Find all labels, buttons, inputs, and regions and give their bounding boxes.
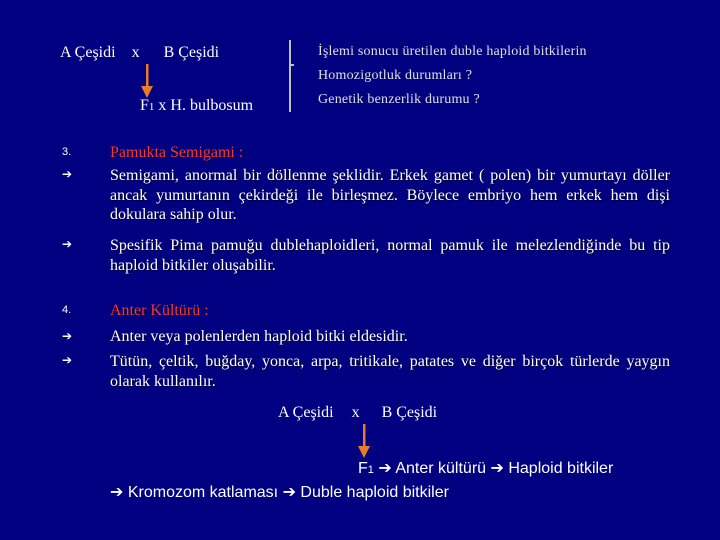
top-cross <box>60 44 219 62</box>
f-letter: F <box>358 460 368 477</box>
f-sub: 1 <box>148 101 155 113</box>
kromozom-text: Kromozom katlaması <box>123 484 283 501</box>
duble-haploid-text: Duble haploid bitkiler <box>295 484 449 501</box>
divider-tick <box>289 64 294 66</box>
mid-cross <box>278 404 437 422</box>
f1-rest: x H. bulbosum <box>154 97 254 114</box>
mid-cross-a: A Çeşidi <box>278 404 334 421</box>
right-arrow-icon: ➔ <box>110 484 124 501</box>
question-1: İşlemi sonucu üretilen duble haploid bitkilerin <box>318 44 587 59</box>
section-4-bullet-2: Tütün, çeltik, buğday, yonca, arpa, tritikale, patates ve diğer birçok türlerde yaygın olarak kullanılır. <box>110 353 670 390</box>
right-arrow-icon: ➔ <box>282 484 296 501</box>
f1-anter-line <box>358 458 613 478</box>
top-cross-b: B Çeşidi <box>163 44 220 61</box>
section-4-number: 4. <box>62 304 72 316</box>
section-3-number: 3. <box>62 146 72 158</box>
down-arrow-icon <box>358 424 370 460</box>
f-letter: F <box>140 97 149 114</box>
right-arrow-icon: ➔ <box>490 460 504 477</box>
arrow-bullet-icon: ➔ <box>62 167 73 181</box>
anter-kulturu-text: Anter kültürü <box>391 460 491 477</box>
chromosome-line <box>110 482 449 502</box>
section-3-heading: Pamukta Semigami : <box>110 144 244 161</box>
section-3-bullet-1: Semigami, anormal bir döllenme şeklidir. Erkek gamet ( polen) bir yumurtayı döller ancak yumurtanın çekirdeği ile birleşmez. Böylece embriyo hem erkek hem dişi dokulara sahip olur. <box>110 167 670 223</box>
arrow-bullet-icon: ➔ <box>62 237 73 251</box>
question-2: Homozigotluk durumları ? <box>318 68 473 83</box>
down-arrow-icon <box>141 64 153 100</box>
questions-block <box>318 40 587 112</box>
haploid-bitkiler-text: Haploid bitkiler <box>503 460 614 477</box>
mid-cross-b: B Çeşidi <box>381 404 438 421</box>
vertical-divider <box>289 40 291 112</box>
top-f1-line <box>140 97 253 115</box>
arrow-bullet-icon: ➔ <box>62 329 73 343</box>
right-arrow-icon: ➔ <box>378 460 392 477</box>
top-cross-a: A Çeşidi <box>60 44 116 61</box>
top-cross-x: x <box>131 44 140 61</box>
section-3-bullet-2: Spesifik Pima pamuğu dublehaploidleri, normal pamuk ile melezlendiğinde bu tip haploid bitkiler oluşabilir. <box>110 237 670 274</box>
f-sub: 1 <box>367 464 374 476</box>
question-3: Genetik benzerlik durumu ? <box>318 92 480 107</box>
arrow-bullet-icon: ➔ <box>62 353 73 367</box>
mid-cross-x: x <box>351 404 360 421</box>
section-4-heading: Anter Kültürü : <box>110 302 209 319</box>
section-4-bullet-1: Anter veya polenlerden haploid bitki eldesidir. <box>110 328 408 345</box>
